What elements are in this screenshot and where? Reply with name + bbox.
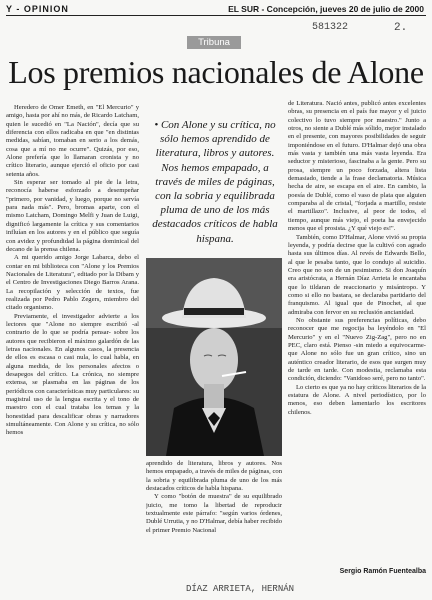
section-label: Y - OPINION	[6, 4, 69, 14]
column-3	[288, 100, 426, 572]
paragraph: Sin esperar ser tomado al pie de la letra, reconocía haberse esforzado a desempeñar "primero, por vanidad, y luego, porque no servía para nada más". Pero, bromas aparte, con el mismo Latcham, Domingo Melfi y Juan de Luigi, dignificó largamente la crítica y sus comentarios influían en los autores y en el público que seguía con avidez y profundidad la página dominical del decano de la prensa chilena.	[6, 179, 139, 253]
paragraph: Y como "botón de muestra" de su equilibrado juicio, me tomo la libertad de reproducir textualmente este párrafo: "según varios órdenes, Dublé Urrutia, y no D'Halmar, debía haber recibido el primer Premio Nacional	[146, 493, 282, 534]
paragraph: También, como D'Halmar, Alone vivió su propia leyenda, y podría decirse que la cultivó con agrado hasta sus últimos días. Al revés de Edwards Bello, al que le pesaba tanto, que lo condujo al suicidio. Creo que no son de un pesimismo. Si don Joaquín era aristócrata, a Hernán Díaz Arrieta le encantaba que lo tildaran de reaccionario y misántropo. Y como si ello no bastara, se declaraba partidario del franquismo. Al igual que de Pinochet, al que admiraba con fervor en su reclusión ancianidad.	[288, 233, 426, 316]
section-tag: Tribuna	[187, 36, 241, 49]
paragraph: Heredero de Omer Emeth, en "El Mercurio" y amigo, hasta por ahí no más, de Ricardo Latcham, quien le sucedió en "La Nación", decía que su diferencia con ellos radicaba en que "en distintas medidas, sabían, tomaban en serio a los demás, cosa que a mí no me ocurre". Quizás, por eso, Alone prefería que lo llamaran cronista y no crítico literario, aunque ejerció el oficio por casi setenta años.	[6, 104, 139, 178]
column-1	[6, 104, 139, 584]
author-photo	[146, 258, 282, 456]
handwritten-page: 2.	[394, 22, 408, 34]
pull-quote: • Con Alone y su crítica, no sólo hemos aprendido de literatura, libros y autores. Nos hemos empapado, a través de miles de páginas, con la sobria y equilibrada pluma de uno de los más destacados críticos de habla hispana.	[152, 119, 278, 245]
paragraph: de Literatura. Nació antes, publicó antes excelentes obras, su presencia en el país fue mayor y el juicio colectivo lo tuvo siempre por maestro." Junto a otros, no siente a Dublé más sólido, mejor instalado en el presente, con mayores posibilidades de seguir imponiéndose en el futuro. D'Halmar dejó una obra más vasta y también una más vasta leyenda. Era seductor y misterioso, fascinaba a la gente. Pero su prosa, siempre un poco forzada, altera lista demasiado, tiende a la frase declamatoria. Música hecha de aire, se escapa en el aire. En cambio, la poesía de Dublé, como el vaso de plata que alguien comparaba al de cristal, "forjada a martillo, resiste el martillazo". Inclusive, al peor de todos, el tiempo, aunque más viejo, el poeta ha envejecido menos que el prosista. ¿Y qué viejo es!".	[288, 100, 426, 233]
paragraph: Lo cierto es que ya no hay críticos literarios de la estatura de Alone. A nivel periodístico, por lo menos, eso deben lamentarlo los escritores chilenos.	[288, 383, 426, 416]
paragraph: No obstante sus preferencias políticas, debo reconocer que me regocija ba leyéndolo en "El Mercurio" y en el "Nuevo Zig-Zag", pero no en PEC, claro está. Pienso -sin miedo a equivocarme- que Alone no sólo fue un gran crítico, sino un auténtico creador literario, de esos que surgen muy de tarde en tarde. Con modestia, reclamaba esta condición, diciendo: "Vanidoso seré, pero no tanto".	[288, 316, 426, 383]
portrait-illustration	[146, 258, 282, 456]
byline: Sergio Ramón Fuentealba	[339, 568, 426, 575]
handwritten-footer: DÍAZ ARRIETA, HERNÁN	[186, 584, 295, 594]
paragraph: A mi querido amigo Jorge Labarca, debo el contar en mi biblioteca con "Alone y los Premios Nacionales de Literatura", editado por la Dibam y el Centro de Investigaciones Diego Barros Arana. La recopilación y selección de textos, fue realizada por Pedro Pablo Zegers, miembro del citado organismo.	[6, 254, 139, 312]
paragraph: Previamente, el investigador advierte a los lectores que "Alone no siempre escribió -al contrario de lo que se podría pensar- sobre los autores que recibieron el máximo galardón de las letras nacionales. En algunos casos, la presencia de ellos es escasa o casi nula, lo cual habla, en alguna medida, de los personales afectos o desapegos del crítico. La crónica, no siempre extensa, se plasmaba en las páginas de los periódicos con características muy particulares: su magistral uso de la lengua escrita y el tono de maestro con el cual trataba los temas y la honestidad para descalificar obras y narradores simultáneamente. Con Alone y su crítica, no sólo hemos	[6, 312, 139, 437]
masthead-date: EL SUR - Concepción, jueves 20 de julio de 2000	[228, 4, 424, 14]
column-2-bottom	[146, 460, 282, 580]
handwritten-number: 581322	[312, 22, 349, 33]
article-headline: Los premios nacionales de Alone	[8, 54, 424, 90]
paragraph: aprendido de literatura, libros y autores. Nos hemos empapado, a través de miles de páginas, con la sobria y equilibrada pluma de uno de los más destacados críticos de habla hispana.	[146, 460, 282, 493]
header-rule	[6, 15, 426, 16]
